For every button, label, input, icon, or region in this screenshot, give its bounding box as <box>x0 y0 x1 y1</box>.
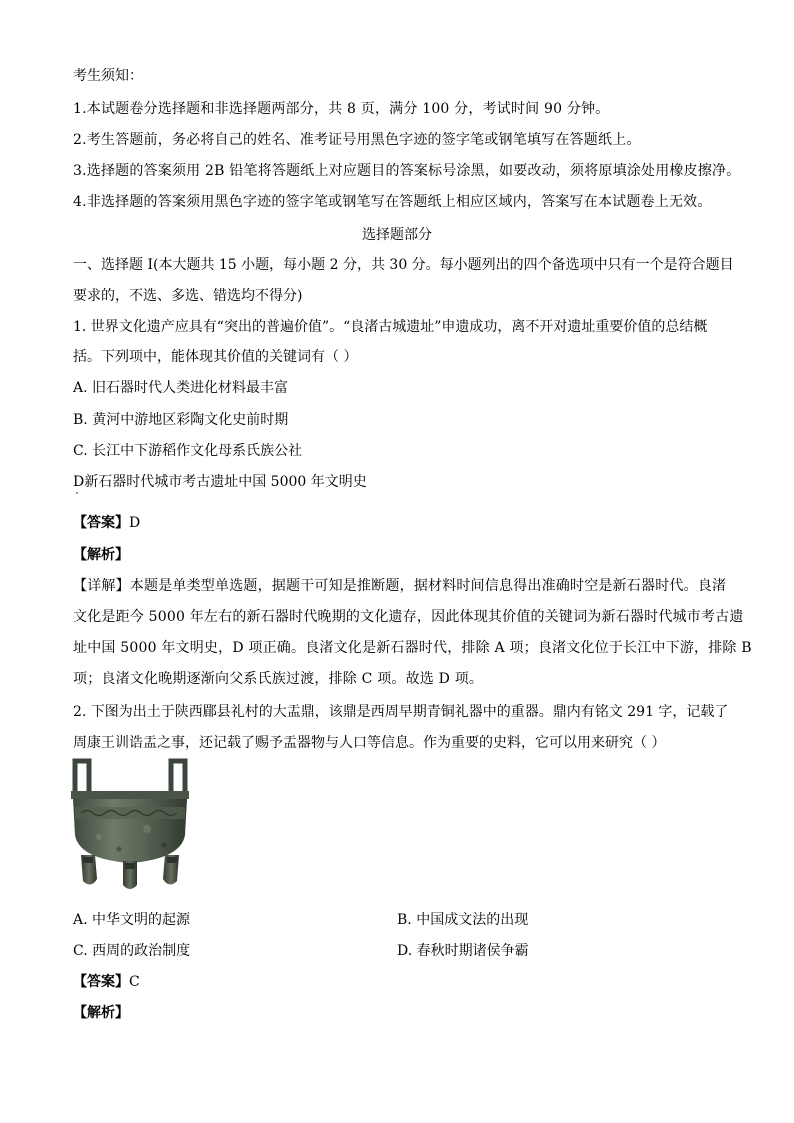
q1-option-b: B. 黄河中游地区彩陶文化史前时期 <box>73 412 289 428</box>
notice-item-2: 2.考生答题前，务必将自己的姓名、准考证号用黑色字迹的签字笔或钢笔填写在答题纸上。 <box>73 132 641 148</box>
q1-detail-line4: 项；良渚文化晚期逐渐向父系氏族过渡，排除 C 项。故选 D 项。 <box>73 671 484 687</box>
q1-option-c: C. 长江中下游稻作文化母系氏族公社 <box>73 443 303 459</box>
q1-stem-line2: 括。下列项中，能体现其价值的关键词有（ ） <box>73 349 358 365</box>
notice-heading: 考生须知： <box>73 68 143 84</box>
q1-stem-line1: 1. 世界文化遗产应具有“突出的普遍价值”。“良渚古城遗址”申遗成功，离不开对遗址重要价值的总结概 <box>73 319 708 335</box>
notice-item-3: 3.选择题的答案须用 2B 铅笔将答题纸上对应题目的答案标号涂黑，如要改动，须将原填涂处用橡皮擦净。 <box>73 163 741 179</box>
q2-option-d: D. 春秋时期诸侯争霸 <box>397 943 529 959</box>
q2-answer-value: C <box>129 974 140 990</box>
q1-answer-label: 【答案】 <box>73 515 129 531</box>
q1-analysis-text: 【解析】 <box>73 547 129 563</box>
stray-dot <box>76 492 78 494</box>
q2-analysis-label <box>73 1003 129 1023</box>
q2-analysis-text: 【解析】 <box>73 1005 129 1021</box>
q2-answer-label: 【答案】 <box>73 974 129 990</box>
part1-line1: 一、选择题 I(本大题共 15 小题，每小题 2 分，共 30 分。每小题列出的四个备选项中只有一个是符合题目 <box>73 257 734 273</box>
q1-option-a: A. 旧石器时代人类进化材料最丰富 <box>73 380 289 396</box>
notice-item-4: 4.非选择题的答案须用黑色字迹的签字笔或钢笔写在答题纸上相应区域内，答案写在本试题卷上无效。 <box>73 194 712 210</box>
q1-analysis-label <box>73 545 129 565</box>
part1-line2: 要求的，不选、多选、错选均不得分) <box>73 288 303 304</box>
q1-option-d: D新石器时代城市考古遗址中国 5000 年文明史 <box>73 474 367 490</box>
q2-answer <box>73 972 140 992</box>
ding-bronze-vessel-image <box>69 757 191 905</box>
q2-stem-line2: 周康王训诰盂之事，还记载了赐予盂器物与人口等信息。作为重要的史料，它可以用来研究（ ） <box>73 735 666 751</box>
q1-detail-line1: 【详解】本题是单类型单选题，据题干可知是推断题，据材料时间信息得出准确时空是新石器时代。良渚 <box>73 578 727 594</box>
q1-answer-value: D <box>129 515 141 531</box>
q2-option-a: A. 中华文明的起源 <box>73 912 191 928</box>
q1-detail-line2: 文化是距今 5000 年左右的新石器时代晚期的文化遗存，因此体现其价值的关键词为新石器时代城市考古遗 <box>73 609 744 625</box>
notice-item-1: 1.本试题卷分选择题和非选择题两部分，共 8 页，满分 100 分，考试时间 90 分钟。 <box>73 101 610 117</box>
q2-stem-line1: 2. 下图为出土于陕西郿县礼村的大盂鼎，该鼎是西周早期青铜礼器中的重器。鼎内有铭文 291 字，记载了 <box>73 704 729 720</box>
q1-answer <box>73 513 140 533</box>
q2-option-c: C. 西周的政治制度 <box>73 943 191 959</box>
section-title: 选择题部分 <box>362 227 432 243</box>
q2-option-b: B. 中国成文法的出现 <box>397 912 529 928</box>
q1-detail-line3: 址中国 5000 年文明史，D 项正确。良渚文化是新石器时代，排除 A 项；良渚文化位于长江中下游，排除 B <box>73 640 752 656</box>
